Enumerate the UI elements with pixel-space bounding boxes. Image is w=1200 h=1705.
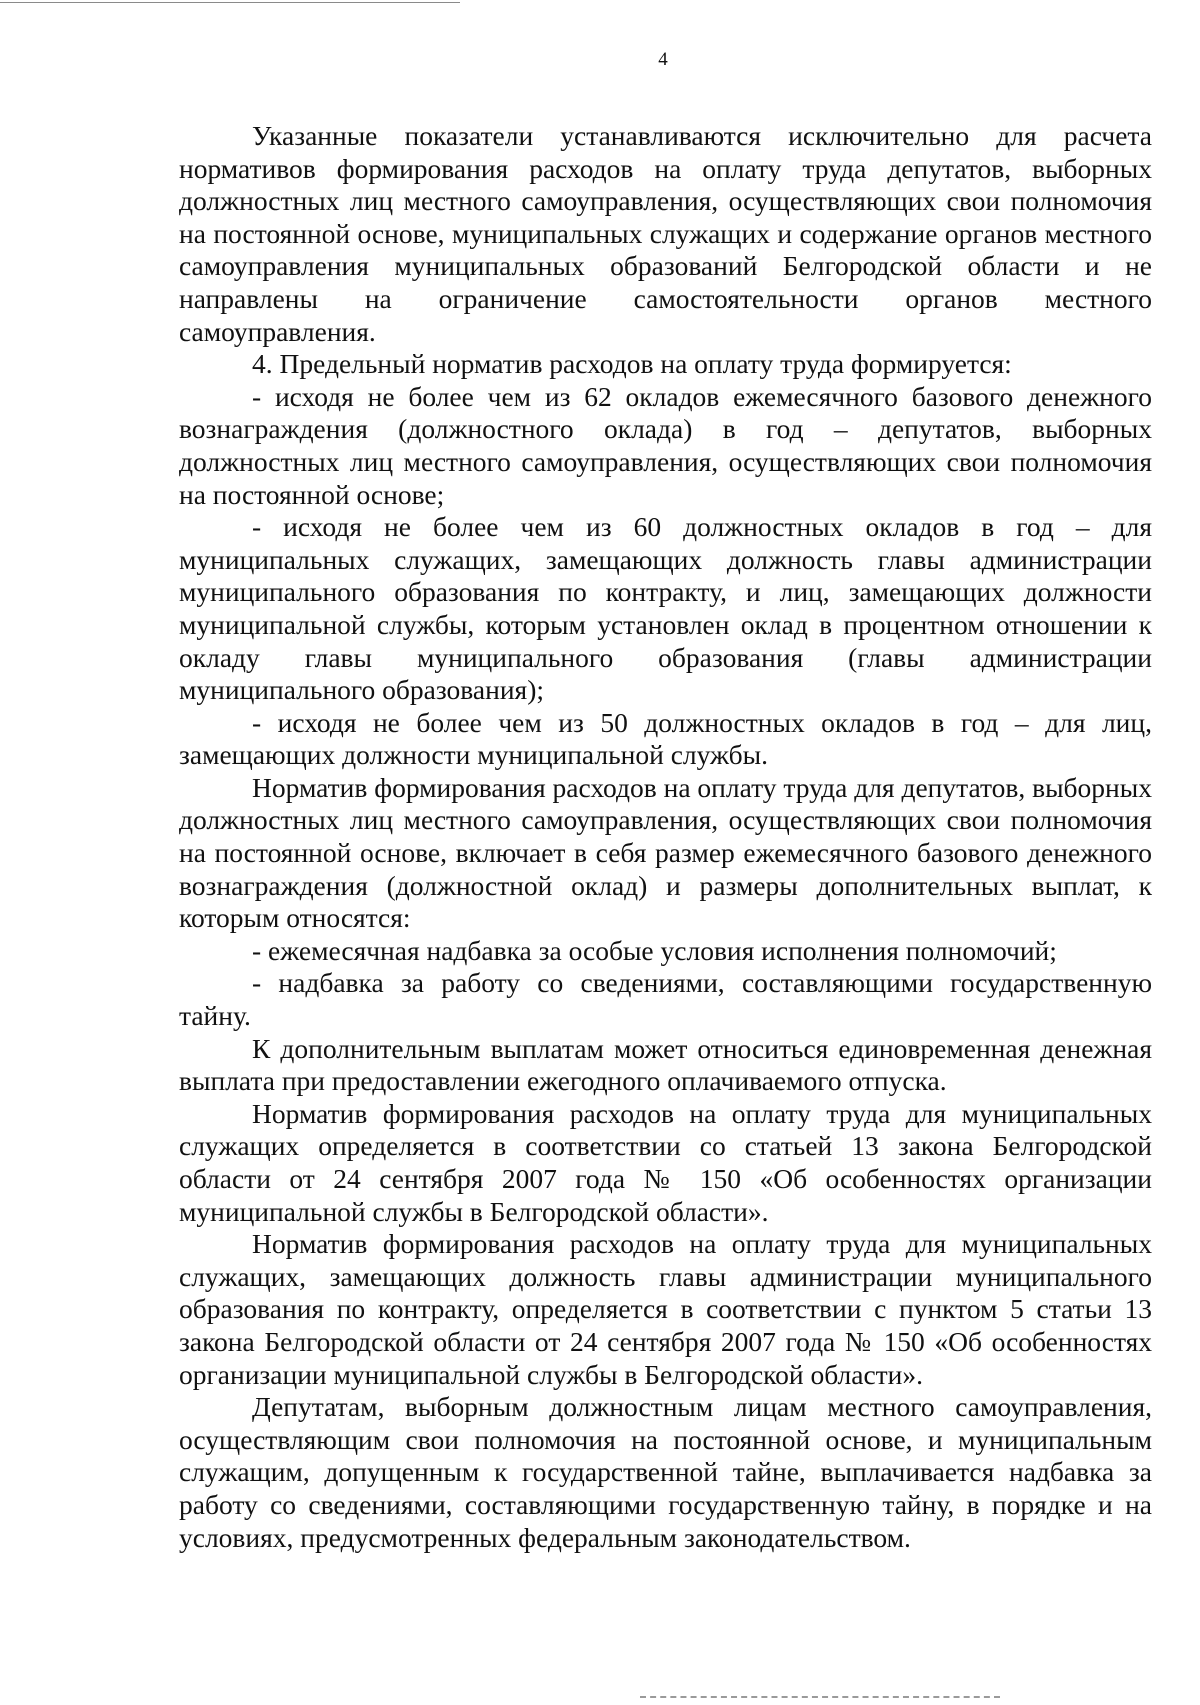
paragraph-bullet-60-salaries: - исходя не более чем из 60 должностных окладов в год – для муниципальных служащих, замещающих должность главы администрации муниципального образования по контракту, и лиц, замещающих должности муниципальной службы, которым установлен оклад в процентном отношении к окладу главы муниципального образования (главы администрации муниципального образования); xyxy=(179,511,1152,706)
paragraph-bullet-monthly-allowance: - ежемесячная надбавка за особые условия исполнения полномочий; xyxy=(252,934,1057,966)
paragraph-additional-payments: К дополнительным выплатам может относиться единовременная денежная выплата при предоставлении ежегодного оплачиваемого отпуска. xyxy=(179,1032,1152,1097)
paragraph-indicators: Указанные показатели устанавливаются исключительно для расчета нормативов формирования расходов на оплату труда депутатов, выборных должностных лиц местного самоуправления, осуществляющих свои полномочия на постоянной основе, муниципальных служащих и содержание органов местного самоуправления муниципальных образований Белгородской области и не направлены на ограничение самостоятельности органов местного самоуправления. xyxy=(179,120,1152,347)
paragraph-head-of-administration-norm: Норматив формирования расходов на оплату труда для муниципальных служащих, замещающих должность главы администрации муниципального образования по контракту, определяется в соответствии с пунктом 5 статьи 13 закона Белгородской области от 24 сентября 2007 года № 150 «Об особенностях организации муниципальной службы в Белгородской области». xyxy=(179,1228,1152,1390)
paragraph-state-secret-payment: Депутатам, выборным должностным лицам местного самоуправления, осуществляющим свои полномочия на постоянной основе, и муниципальным служащим, допущенным к государственной тайне, выплачивается надбавка за работу со сведениями, составляющими государственную тайну, в порядке и на условиях, предусмотренных федеральным законодательством. xyxy=(179,1391,1152,1553)
paragraph-bullet-50-salaries: - исходя не более чем из 50 должностных окладов в год – для лиц, замещающих должности муниципальной службы. xyxy=(179,706,1152,771)
page-number: 4 xyxy=(658,49,668,70)
top-edge-rule xyxy=(0,2,460,3)
paragraph-bullet-state-secret-allowance: - надбавка за работу со сведениями, составляющими государственную тайну. xyxy=(179,967,1152,1032)
paragraph-item-4-heading: 4. Предельный норматив расходов на оплату труда формируется: xyxy=(252,348,1012,380)
bottom-edge-rule xyxy=(640,1696,1000,1698)
document-body xyxy=(179,120,1152,1554)
paragraph-deputies-norm: Норматив формирования расходов на оплату труда для депутатов, выборных должностных лиц местного самоуправления, осуществляющих свои полномочия на постоянной основе, включает в себя размер ежемесячного базового денежного вознаграждения (должностной оклад) и размеры дополнительных выплат, к которым относятся: xyxy=(179,771,1152,934)
paragraph-municipal-servants-norm: Норматив формирования расходов на оплату труда для муниципальных служащих определяется в соответствии со статьей 13 закона Белгородской области от 24 сентября 2007 года № 150 «Об особенностях организации муниципальной службы в Белгородской области». xyxy=(179,1097,1152,1227)
paragraph-bullet-62-salaries: - исходя не более чем из 62 окладов ежемесячного базового денежного вознаграждения (должностного оклада) в год – депутатов, выборных должностных лиц местного самоуправления, осуществляющих свои полномочия на постоянной основе; xyxy=(179,380,1152,510)
